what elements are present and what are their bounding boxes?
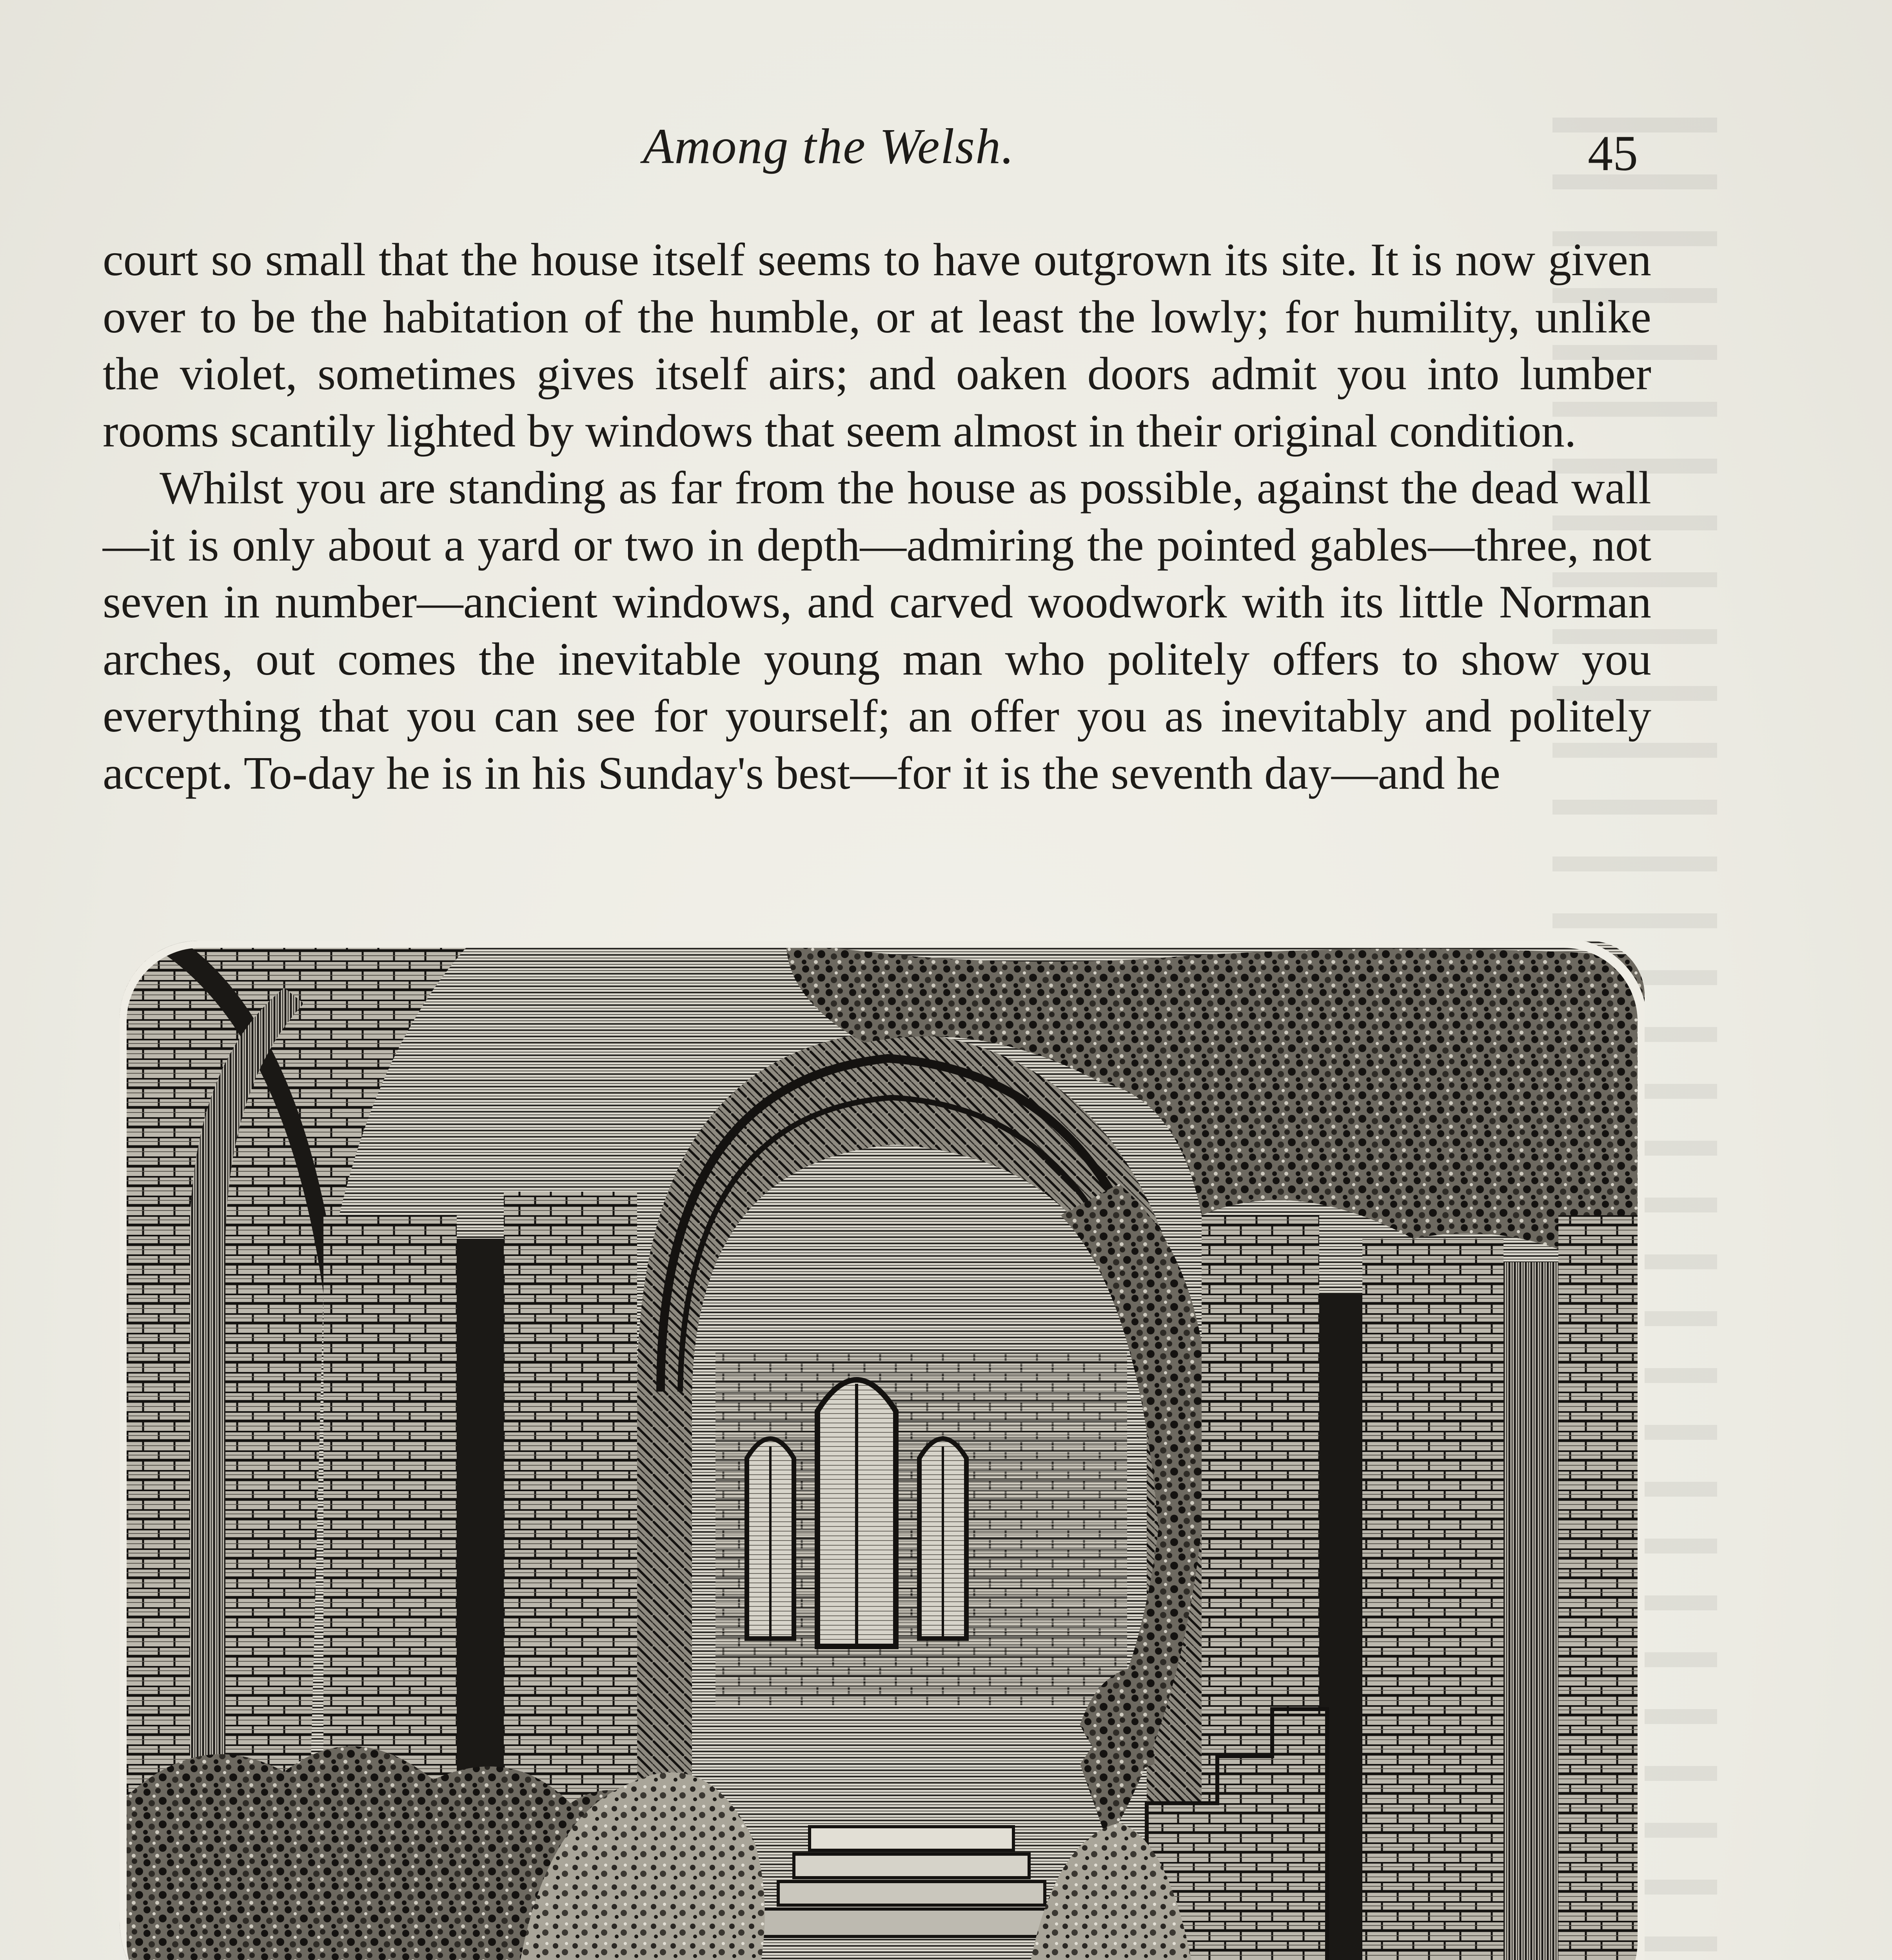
paragraph-continued: court so small that the house itself seems to have outgrown its site. It is now given over to be the habitation of the humble, or at least the lowly; for humility, unlike the violet, sometimes gives itself airs; and oaken doors admit you into lumber rooms scantily lighted by windows that seem almost in their original condition. [103, 234, 1651, 457]
page-number: 45 [1588, 125, 1638, 181]
running-title: Among the Welsh. [643, 118, 1015, 174]
ruined-chancel-engraving [120, 941, 1645, 1960]
running-head [0, 118, 1892, 180]
paragraph: Whilst you are standing as far from the house as possible, against the dead wall—it is only about a yard or two in depth—admiring the pointed gables—three, not seven in number—ancient windows, and carved woodwork with its little Norman arches, out comes the inevitable young man who politely offers to show you everything that you can see for yourself; an offer you as inevitably and politely accept. To-day he is in his Sunday's best—for it is the seventh day—and he [103, 462, 1651, 799]
top-text-block [103, 231, 1651, 802]
engraving-illustration [120, 941, 1645, 1960]
